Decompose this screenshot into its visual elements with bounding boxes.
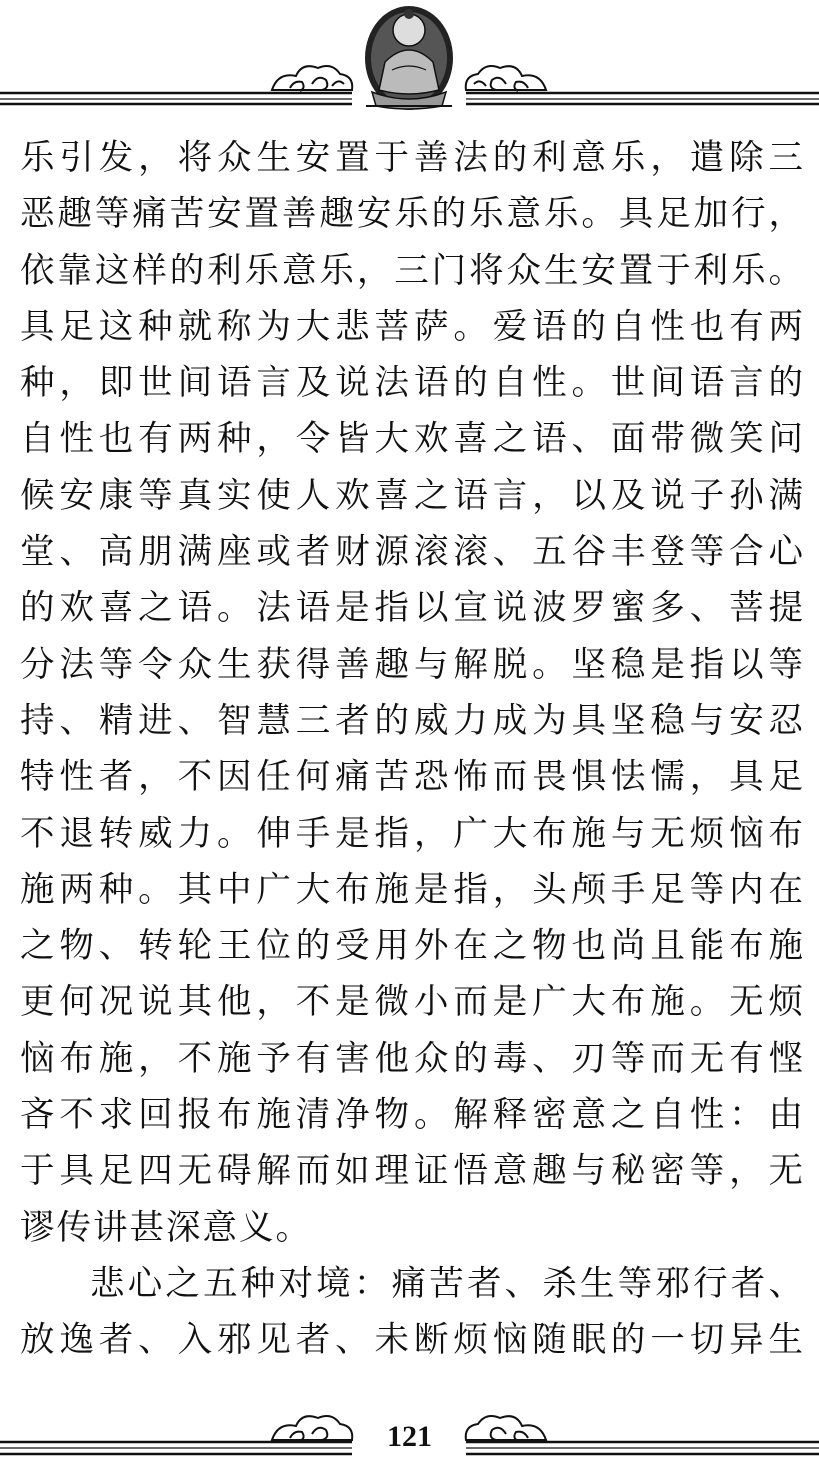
text-line: 具足这种就称为大悲菩萨。爱语的自性也有两 [20,306,805,347]
text-line: 恶趣等痛苦安置善趣安乐的乐意乐。具足加行， [20,194,805,235]
text-line: 谬传讲甚深意义。 [20,1207,312,1248]
text-line: 恼布施，不施予有害他众的毒、刃等而无有悭 [20,1038,805,1079]
text-line: 之物、转轮王位的受用外在之物也尚且能布施 [20,926,805,967]
text-line: 依靠这样的利乐意乐，三门将众生安置于利乐。 [20,250,805,291]
text-line: 种，即世间语言及说法语的自性。世间语言的 [20,363,805,404]
text-line: 分法等令众生获得善趣与解脱。坚稳是指以等 [20,644,805,685]
header-ornament [0,0,819,120]
text-line: 于具足四无碍解而如理证悟意趣与秘密等，无 [20,1151,805,1192]
text-line: 的欢喜之语。法语是指以宣说波罗蜜多、菩提 [20,588,805,629]
cloud-scroll-right-icon [466,66,546,91]
cloud-scroll-left-icon [272,66,352,91]
text-line: 特性者，不因任何痛苦恐怖而畏惧怯懦，具足 [20,757,805,798]
text-line: 候安康等真实使人欢喜之语言，以及说子孙满 [20,475,805,516]
text-line: 持、精进、智慧三者的威力成为具坚稳与安忍 [20,700,805,741]
text-line: 不退转威力。伸手是指，广大布施与无烦恼布 [20,813,805,854]
page-number: 121 [387,1420,432,1453]
text-line-paragraph-start: 悲心之五种对境：痛苦者、杀生等邪行者、 [90,1263,805,1304]
text-line: 施两种。其中广大布施是指，头颅手足等内在 [20,869,805,910]
buddha-medallion-icon [365,6,453,110]
text-line: 吝不求回报布施清净物。解释密意之自性：由 [20,1095,805,1136]
text-line: 更何况说其他，不是微小而是广大布施。无烦 [20,982,805,1023]
body-text [20,130,805,1369]
text-line: 自性也有两种，令皆大欢喜之语、面带微笑问 [20,419,805,460]
text-line: 堂、高朋满座或者财源滚滚、五谷丰登等合心 [20,532,805,573]
text-line: 放逸者、入邪见者、未断烦恼随眠的一切异生 [20,1320,805,1361]
page-header [0,0,819,120]
text-line: 乐引发，将众生安置于善法的利意乐，遣除三 [20,138,805,178]
